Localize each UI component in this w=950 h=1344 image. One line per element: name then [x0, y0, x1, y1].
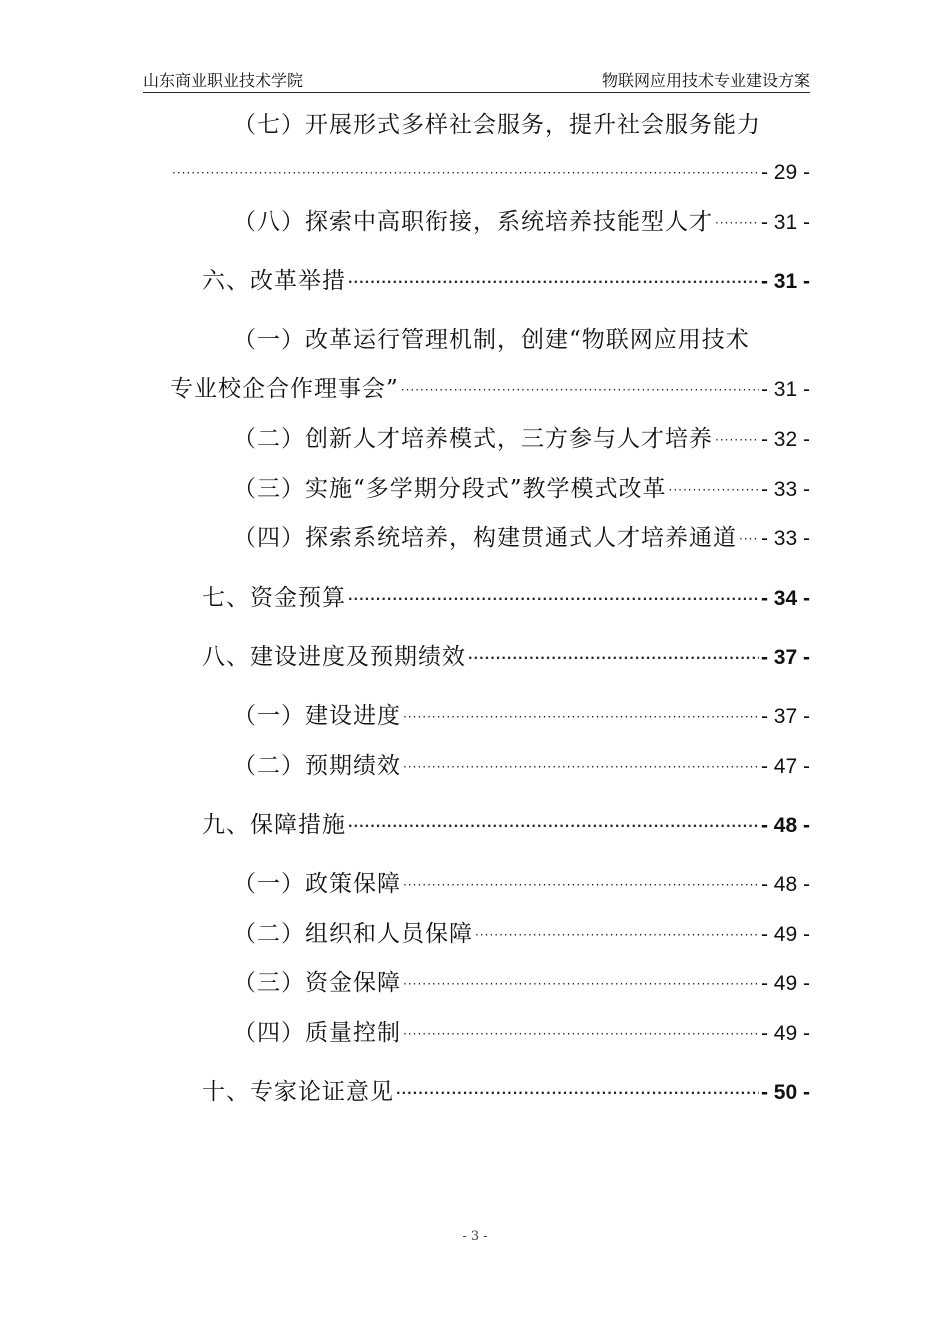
toc-entry-page: - 33 - [760, 527, 810, 550]
toc-entry-title: （二）组织和人员保障 [233, 921, 473, 947]
toc-entry[interactable] [233, 919, 810, 952]
toc-entry-page: - 29 - [760, 161, 810, 184]
toc-leader-dots [401, 375, 759, 405]
toc-entry-page: - 37 - [760, 646, 810, 669]
toc-entry[interactable] [233, 751, 810, 784]
toc-entry-title: 八、建设进度及预期绩效 [202, 644, 466, 670]
toc-leader-dots [468, 643, 759, 673]
toc-entry-title-line1: （一）改革运行管理机制，创建“物联网应用技术 [233, 327, 750, 353]
toc-entry[interactable] [170, 374, 810, 407]
toc-entry-title: 七、资金预算 [202, 585, 346, 611]
toc-entry[interactable] [233, 869, 810, 902]
toc-entry-title: （二）创新人才培养模式，三方参与人才培养 [233, 426, 713, 452]
toc-entry-title: 九、保障措施 [202, 812, 346, 838]
toc-leader-dots [348, 811, 759, 841]
toc-leader-dots [669, 475, 759, 505]
header-school-name: 山东商业职业技术学院 [143, 71, 304, 90]
toc-entry-title-line1: （七）开展形式多样社会服务，提升社会服务能力 [233, 112, 761, 138]
toc-entry-title: 六、改革举措 [202, 268, 346, 294]
toc-entry-title: 十、专家论证意见 [202, 1079, 394, 1105]
toc-leader-dots [739, 524, 759, 554]
toc-entry-page: - 49 - [760, 923, 810, 946]
toc-entry-page: - 37 - [760, 705, 810, 728]
toc-entry-page: - 31 - [760, 270, 810, 293]
toc-entry-page: - 32 - [760, 428, 810, 451]
toc-leader-dots [403, 702, 759, 732]
page-header [143, 66, 810, 93]
toc-leader-dots [348, 584, 759, 614]
toc-leader-dots [403, 969, 759, 999]
toc-entry[interactable] [233, 701, 810, 734]
toc-entry-title: （三）资金保障 [233, 970, 401, 996]
toc-entry-page: - 48 - [760, 814, 810, 837]
toc-leader-dots [475, 920, 759, 950]
toc-entry-page: - 48 - [760, 873, 810, 896]
toc-entry[interactable] [202, 810, 810, 843]
toc-entry-title: （四）探索系统培养，构建贯通式人才培养通道 [233, 525, 737, 551]
toc-entry[interactable] [233, 1018, 810, 1051]
toc-entry-page: - 31 - [760, 378, 810, 401]
toc-entry-page: - 49 - [760, 1022, 810, 1045]
toc-entry-page: - 49 - [760, 972, 810, 995]
toc-entry-title: （三）实施“多学期分段式”教学模式改革 [233, 476, 667, 502]
toc-entry-title: （二）预期绩效 [233, 753, 401, 779]
toc-entry[interactable] [233, 424, 810, 457]
toc-leader-dots [348, 267, 759, 297]
page-number: - 3 - [462, 1229, 488, 1244]
toc-entry[interactable] [202, 642, 810, 675]
toc-entry[interactable] [233, 523, 810, 556]
toc-entry-page: - 34 - [760, 587, 810, 610]
toc-entry-title: （一）政策保障 [233, 871, 401, 897]
toc-entry-title: （四）质量控制 [233, 1020, 401, 1046]
toc-entry[interactable] [202, 1077, 810, 1110]
toc-entry-page: - 33 - [760, 478, 810, 501]
toc-entry-page: - 50 - [760, 1081, 810, 1104]
toc-entry-title: 专业校企合作理事会” [170, 376, 399, 402]
toc-leader-dots [403, 752, 759, 782]
toc-leader-dots [396, 1078, 759, 1108]
header-document-title: 物联网应用技术专业建设方案 [601, 71, 810, 90]
toc-entry[interactable] [202, 266, 810, 299]
toc-entry[interactable] [233, 207, 810, 240]
toc-leader-dots [172, 158, 759, 188]
toc-entry[interactable] [233, 968, 810, 1001]
toc-entry[interactable] [233, 474, 810, 507]
toc-entry-page: - 47 - [760, 755, 810, 778]
toc-leader-dots [715, 208, 759, 238]
toc-entry-page: - 31 - [760, 211, 810, 234]
toc-entry[interactable] [170, 158, 810, 190]
toc-leader-dots [403, 1019, 759, 1049]
toc-entry[interactable] [202, 583, 810, 616]
toc-leader-dots [715, 425, 759, 455]
toc-entry-title: （八）探索中高职衔接，系统培养技能型人才 [233, 209, 713, 235]
toc-leader-dots [403, 870, 759, 900]
toc-entry-title: （一）建设进度 [233, 703, 401, 729]
